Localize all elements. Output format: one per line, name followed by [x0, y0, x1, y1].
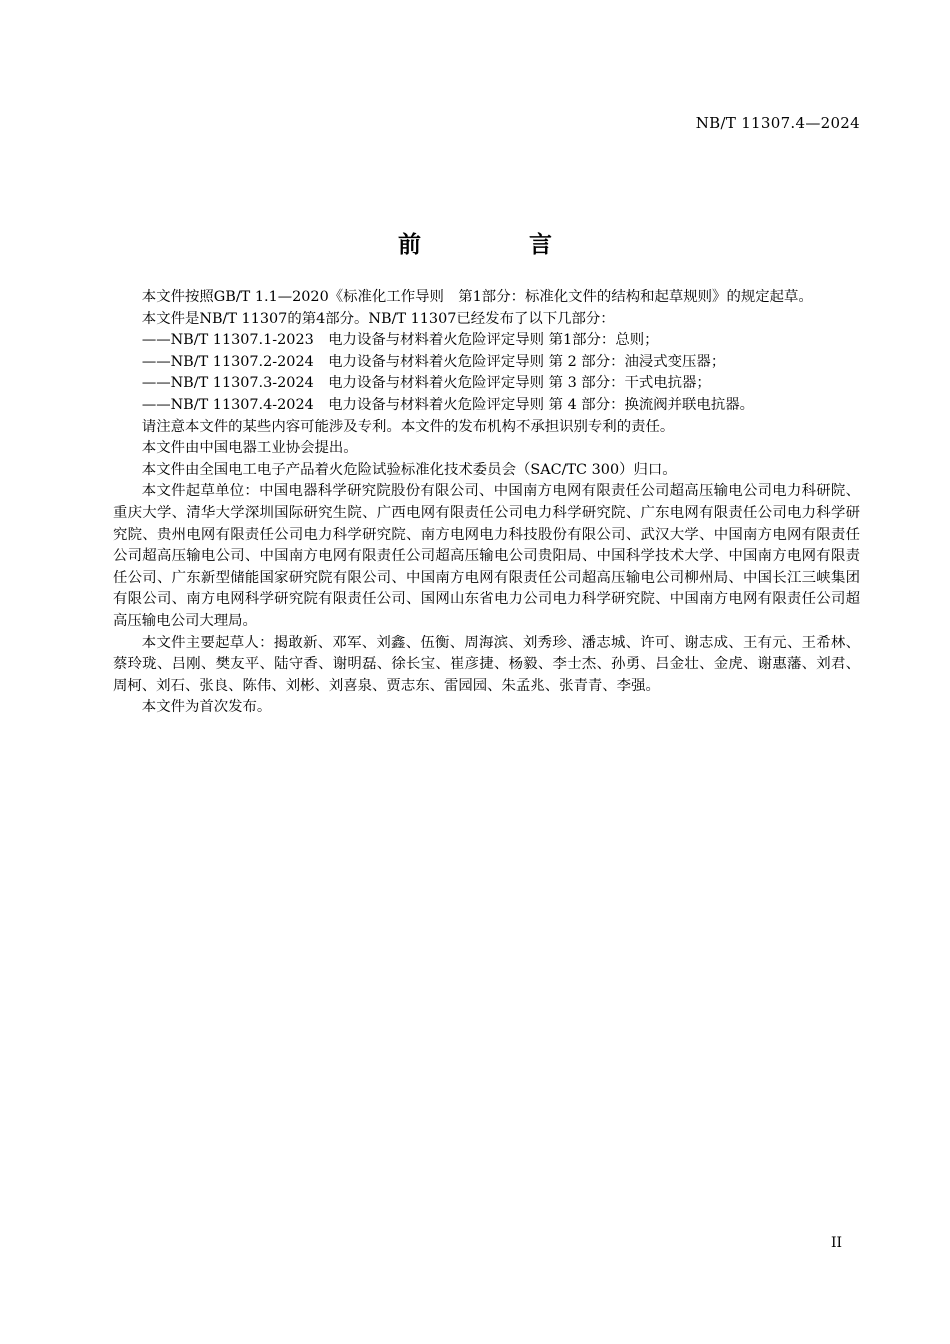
document-code: NB/T 11307.4—2024 — [695, 114, 860, 132]
page-title: 前 言 — [397, 232, 602, 258]
foreword-body — [113, 287, 860, 719]
list-item-part-4: ——NB/T 11307.4-2024 电力设备与材料着火危险评定导则 第 4 部分：换流阀并联电抗器。 — [141, 396, 754, 413]
paragraph-drafters: 本文件主要起草人：揭敢新、邓军、刘鑫、伍衡、周海滨、刘秀珍、潘志城、许可、谢志成、王有元、王希林、蔡玲珑、吕刚、樊友平、陆守香、谢明磊、徐长宝、崔彦捷、杨毅、李士杰、孙勇、吕金壮、金虎、谢惠藩、刘君、周柯、刘石、张良、陈伟、刘彬、刘喜泉、贾志东、雷园园、朱孟兆、张青青、李强。 — [113, 634, 860, 694]
paragraph-drafting-rules: 本文件按照GB/T 1.1—2020《标准化工作导则 第1部分：标准化文件的结构和起草规则》的规定起草。 — [141, 289, 813, 305]
paragraph-first-release: 本文件为首次发布。 — [141, 699, 272, 716]
paragraph-proposer: 本文件由中国电器工业协会提出。 — [141, 440, 358, 457]
page-number: II — [830, 1235, 842, 1251]
paragraph-patent-notice: 请注意本文件的某些内容可能涉及专利。本文件的发布机构不承担识别专利的责任。 — [141, 418, 675, 435]
list-item-part-3: ——NB/T 11307.3-2024 电力设备与材料着火危险评定导则 第 3 部分：干式电抗器； — [141, 375, 711, 392]
list-item-part-1: ——NB/T 11307.1-2023 电力设备与材料着火危险评定导则 第1部分：总则； — [141, 332, 659, 349]
paragraph-committee: 本文件由全国电工电子产品着火危险试验标准化技术委员会（SAC/TC 300）归口。 — [141, 461, 677, 478]
paragraph-parts-intro: 本文件是NB/T 11307的第4部分。NB/T 11307已经发布了以下几部分： — [141, 310, 615, 327]
list-item-part-2: ——NB/T 11307.2-2024 电力设备与材料着火危险评定导则 第 2 部分：油浸式变压器； — [141, 353, 726, 370]
paragraph-drafting-units: 本文件起草单位：中国电器科学研究院股份有限公司、中国南方电网有限责任公司超高压输电公司电力科研院、重庆大学、清华大学深圳国际研究生院、广西电网有限责任公司电力科学研究院、广东电网有限责任公司电力科学研究院、贵州电网有限责任公司电力科学研究院、南方电网电力科技股份有限公司、武汉大学、中国南方电网有限责任公司超高压输电公司、中国南方电网有限责任公司超高压输电公司贵阳局、中国科学技术大学、中国南方电网有限责任公司、广东新型储能国家研究院有限公司、中国南方电网有限责任公司超高压输电公司柳州局、中国长江三峡集团有限公司、南方电网科学研究院有限责任公司、国网山东省电力公司电力科学研究院、中国南方电网有限责任公司超高压输电公司大理局。 — [113, 483, 860, 629]
